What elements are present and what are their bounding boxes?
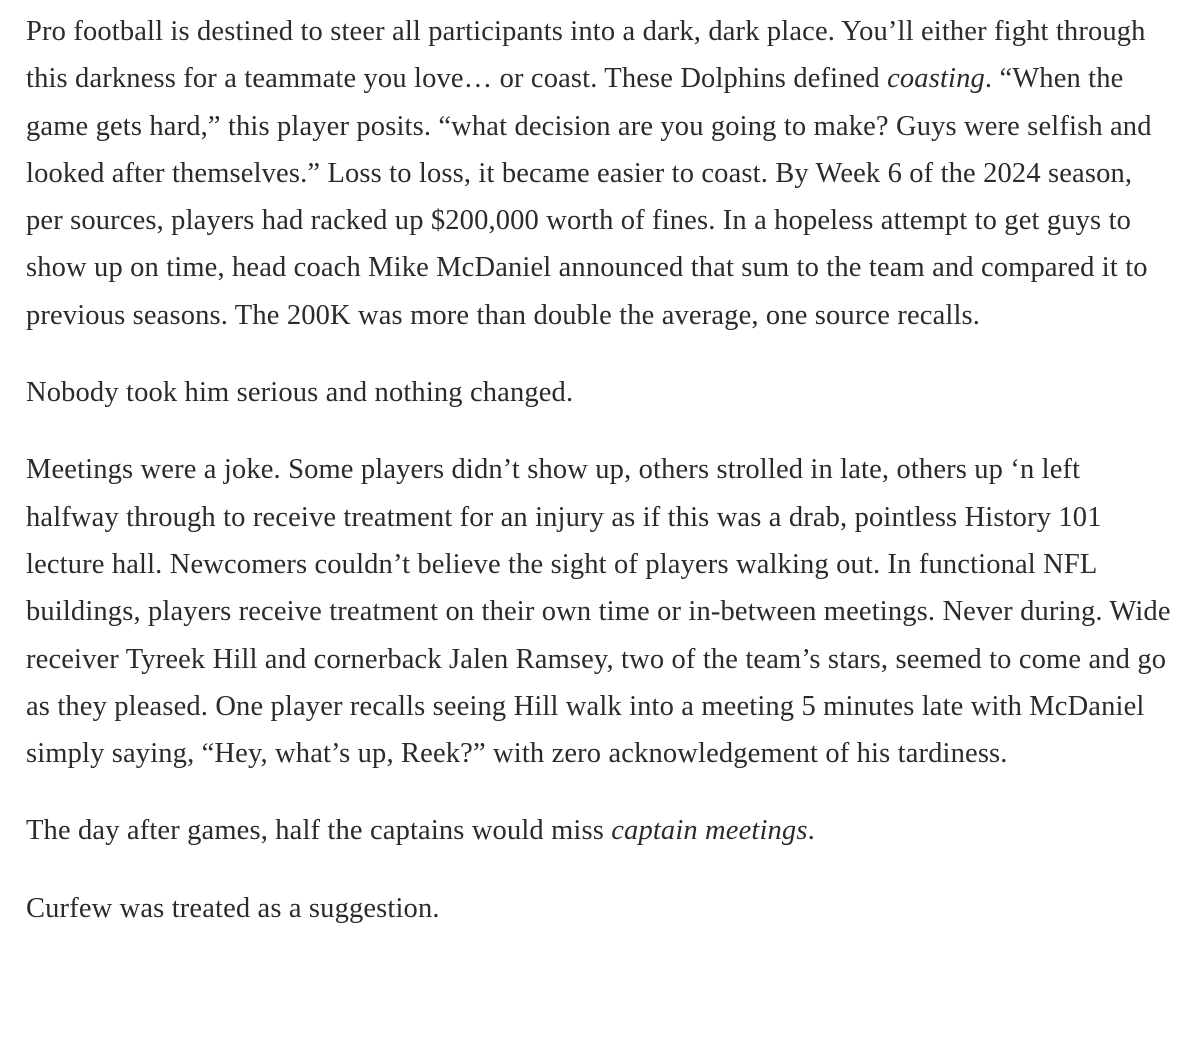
paragraph-fines: [26, 8, 1174, 339]
paragraph-fines-emphasis: coasting: [887, 63, 985, 95]
paragraph-captain-meetings-text-1: The day after games, half the captains would miss: [26, 815, 612, 847]
paragraph-fines-text-2: . “When the game gets hard,” this player posits. “what decision are you going to make? Guys were selfish and looked after themselves.” Loss to loss, it became easier to coast. By Week 6 of the 2024 season, per sources, players had racked up $200,000 worth of fines. In a hopeless attempt to get guys to show up on time, head coach Mike McDaniel announced that sum to the team and compared it to previous seasons. The 200K was more than double the average, one source recalls.: [26, 63, 1152, 331]
paragraph-nothing-changed: Nobody took him serious and nothing changed.: [26, 377, 574, 409]
paragraph-meetings: Meetings were a joke. Some players didn’t show up, others strolled in late, others up ‘n left halfway through to receive treatment for an injury as if this was a drab, pointless History 101 lecture hall. Newcomers couldn’t believe the sight of players walking out. In functional NFL buildings, players receive treatment on their own time or in-between meetings. Never during. Wide receiver Tyreek Hill and cornerback Jalen Ramsey, two of the team’s stars, seemed to come and go as they pleased. One player recalls seeing Hill walk into a meeting 5 minutes late with McDaniel simply saying, “Hey, what’s up, Reek?” with zero acknowledgement of his tardiness.: [26, 454, 1171, 770]
paragraph-captain-meetings-text-2: .: [807, 815, 815, 847]
paragraph-captain-meetings: [26, 807, 1174, 854]
paragraph-curfew: Curfew was treated as a suggestion.: [26, 892, 440, 924]
paragraph-fines-text-1: Pro football is destined to steer all participants into a dark, dark place. You’ll either fight through this darkness for a teammate you love… or coast. These Dolphins defined: [26, 16, 1146, 95]
paragraph-captain-meetings-emphasis: captain meetings: [611, 815, 808, 847]
